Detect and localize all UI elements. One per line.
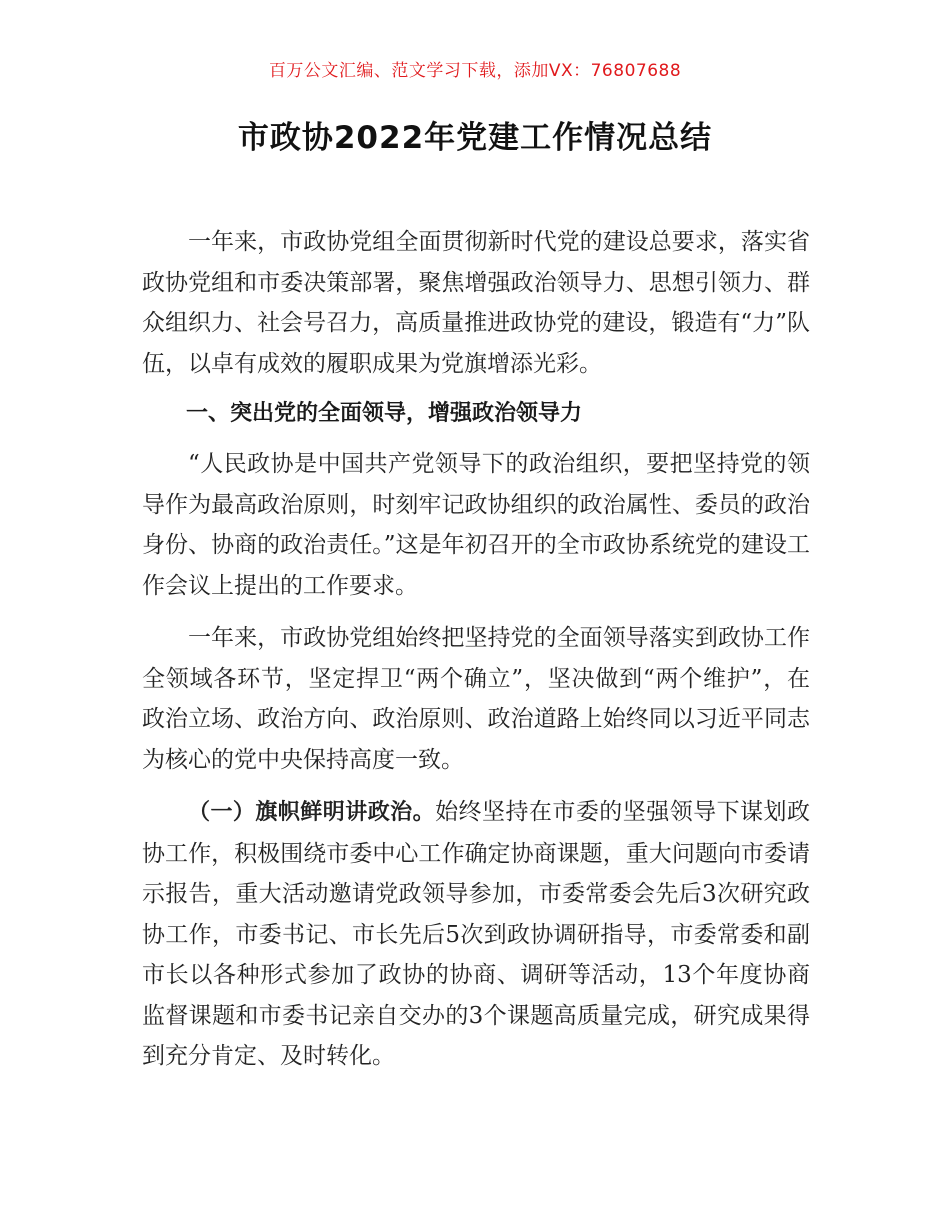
quote-paragraph: “人民政协是中国共产党领导下的政治组织，要把坚持党的领导作为最高政治原则，时刻牢记政协组织的政治属性、委员的政治身份、协商的政治责任。”这是年初召开的全市政协系统党的建设工作会议上提出的工作要求。 (142, 451, 810, 599)
document-body (142, 222, 810, 1089)
section-heading-1: 一、突出党的全面领导，增强政治领导力 (186, 401, 583, 426)
subsection-lead: （一）旗帜鲜明讲政治。 (188, 800, 436, 825)
paragraph-3: 一年来，市政协党组始终把坚持党的全面领导落实到政协工作全领域各环节，坚定捍卫“两个确立”，坚决做到“两个维护”，在政治立场、政治方向、政治原则、政治道路上始终同以习近平同志为核心的党中央保持高度一致。 (142, 625, 810, 773)
page-title: 市政协2022年党建工作情况总结 (237, 120, 713, 156)
paragraph-4 (142, 792, 810, 1077)
intro-paragraph: 一年来，市政协党组全面贯彻新时代党的建设总要求，落实省政协党组和市委决策部署，聚焦增强政治领导力、思想引领力、群众组织力、社会号召力，高质量推进政协党的建设，锻造有“力”队伍，以卓有成效的履职成果为党旗增添光彩。 (142, 229, 810, 377)
header-note: 百万公文汇编、范文学习下载，添加VX：76807688 (268, 61, 682, 81)
paragraph-4-body: 始终坚持在市委的坚强领导下谋划政协工作，积极围绕市委中心工作确定协商课题，重大问题向市委请示报告，重大活动邀请党政领导参加，市委常委会先后3次研究政协工作，市委书记、市长先后5次到政协调研指导，市委常委和副市长以各种形式参加了政协的协商、调研等活动，13个年度协商监督课题和市委书记亲自交办的3个课题高质量完成，研究成果得到充分肯定、及时转化。 (142, 799, 810, 1069)
